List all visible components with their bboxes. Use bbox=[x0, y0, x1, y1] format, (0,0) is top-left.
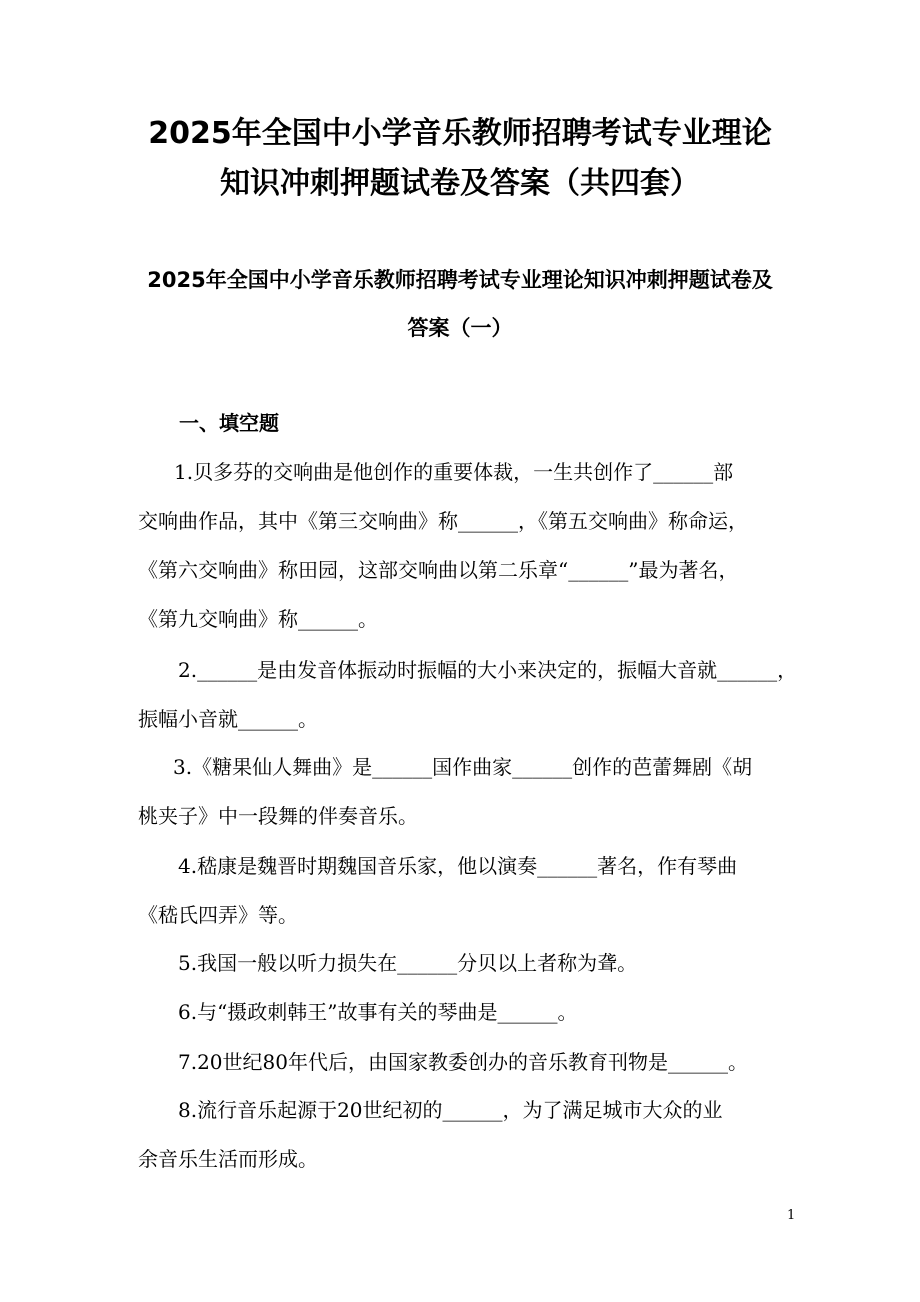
exam-subtitle-line-2: 答案（一） bbox=[407, 316, 513, 340]
question-3-line-1: 3.《糖果仙人舞曲》是______国作曲家______创作的芭蕾舞剧《胡 bbox=[173, 755, 753, 779]
document-title-line-2: 知识冲刺押题试卷及答案（共四套） bbox=[220, 166, 700, 201]
question-8-line-1: 8.流行音乐起源于20世纪初的______，为了满足城市大众的业 bbox=[178, 1098, 723, 1122]
question-4-line-1: 4.嵇康是魏晋时期魏国音乐家，他以演奏______著名，作有琴曲 bbox=[178, 854, 738, 878]
question-2-line-1: 2.______是由发音体振动时振幅的大小来决定的，振幅大音就______， bbox=[178, 658, 798, 682]
page-number: 1 bbox=[787, 1208, 796, 1223]
question-2-line-2: 振幅小音就______。 bbox=[138, 707, 318, 731]
question-4-line-2: 《嵇氏四弄》等。 bbox=[138, 903, 298, 927]
exam-subtitle-line-1: 2025年全国中小学音乐教师招聘考试专业理论知识冲刺押题试卷及 bbox=[147, 268, 773, 292]
question-7-line-1: 7.20世纪80年代后，由国家教委创办的音乐教育刊物是______。 bbox=[178, 1050, 748, 1074]
question-8-line-2: 余音乐生活而形成。 bbox=[138, 1147, 318, 1171]
question-1-line-2: 交响曲作品，其中《第三交响曲》称______，《第五交响曲》称命运， bbox=[138, 509, 748, 533]
document-title-line-1: 2025年全国中小学音乐教师招聘考试专业理论 bbox=[148, 116, 772, 151]
question-3-line-2: 桃夹子》中一段舞的伴奏音乐。 bbox=[138, 804, 418, 828]
question-6-line-1: 6.与“摄政刺韩王”故事有关的琴曲是______。 bbox=[178, 1000, 578, 1024]
question-1-line-4: 《第九交响曲》称______。 bbox=[138, 607, 378, 631]
section-heading-fill-in-blank: 一、填空题 bbox=[179, 411, 279, 435]
question-1-line-3: 《第六交响曲》称田园，这部交响曲以第二乐章“______”最为著名， bbox=[138, 558, 739, 582]
question-5-line-1: 5.我国一般以听力损失在______分贝以上者称为聋。 bbox=[178, 951, 638, 975]
question-1-line-1: 1.贝多芬的交响曲是他创作的重要体裁，一生共创作了______部 bbox=[174, 460, 734, 484]
